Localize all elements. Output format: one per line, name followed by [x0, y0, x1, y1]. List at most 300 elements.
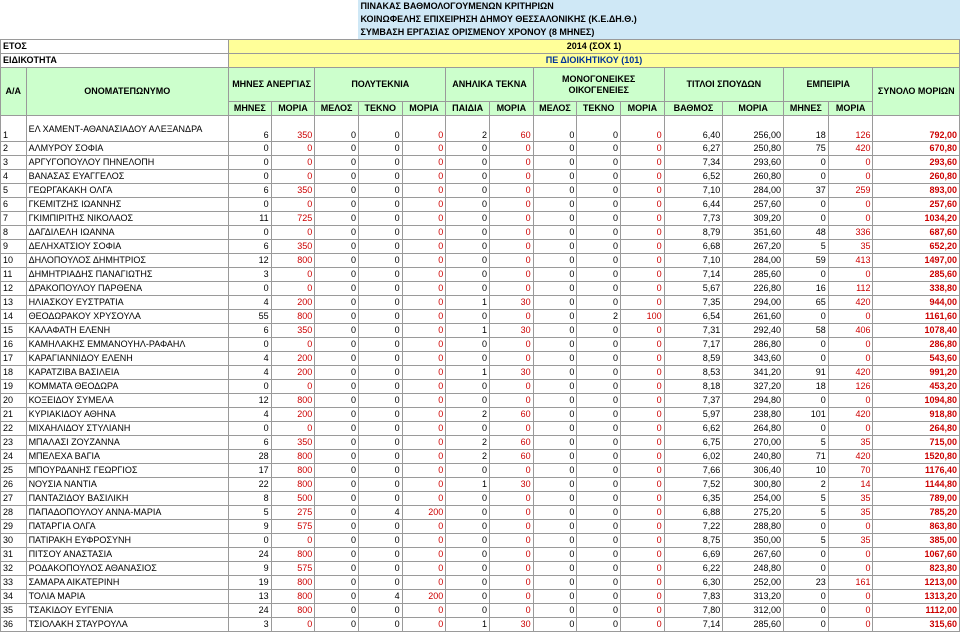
row-value: 0 [783, 212, 828, 226]
row-value: 800 [271, 450, 315, 464]
row-value: 0 [533, 562, 577, 576]
header-total: ΣΥΝΟΛΟ ΜΟΡΙΩΝ [873, 68, 960, 116]
row-value: 5 [783, 492, 828, 506]
row-value: 30 [489, 478, 533, 492]
row-value: 7,14 [664, 618, 723, 632]
row-value: 2 [446, 450, 490, 464]
row-total: 1313,20 [873, 590, 960, 604]
row-value: 309,20 [723, 212, 784, 226]
row-value: 0 [315, 576, 359, 590]
row-name: ΓΚΙΜΠΙΡΙΤΗΣ ΝΙΚΟΛΑΟΣ [26, 212, 228, 226]
row-name: ΠΑΝΤΑΖΙΔΟΥ ΒΑΣΙΛΙΚΗ [26, 492, 228, 506]
row-value: 0 [358, 618, 402, 632]
row-name: ΑΡΓΥΓΟΠΟΥΛΟΥ ΠΗΝΕΛΟΠΗ [26, 156, 228, 170]
year-value: 2014 (ΣΟΧ 1) [229, 40, 960, 54]
row-value: 800 [271, 604, 315, 618]
row-total: 293,60 [873, 156, 960, 170]
row-value: 8,53 [664, 366, 723, 380]
row-value: 0 [533, 268, 577, 282]
row-value: 0 [358, 268, 402, 282]
row-value: 350,00 [723, 534, 784, 548]
row-value: 0 [533, 240, 577, 254]
table-row [1, 254, 960, 268]
row-value: 6,27 [664, 142, 723, 156]
row-value: 0 [402, 226, 446, 240]
row-value: 285,60 [723, 268, 784, 282]
row-value: 0 [229, 282, 272, 296]
row-value: 0 [577, 184, 621, 198]
row-value: 1 [446, 366, 490, 380]
row-value: 0 [621, 226, 665, 240]
row-value: 0 [271, 338, 315, 352]
row-value: 24 [229, 604, 272, 618]
subheader: ΜΕΛΟΣ [315, 102, 359, 116]
table-row [1, 450, 960, 464]
row-value: 284,00 [723, 184, 784, 198]
row-value: 0 [621, 380, 665, 394]
row-value: 0 [533, 282, 577, 296]
table-row [1, 380, 960, 394]
row-value: 0 [489, 352, 533, 366]
row-value: 0 [446, 492, 490, 506]
subheader: ΜΟΡΙΑ [489, 102, 533, 116]
row-value: 0 [402, 604, 446, 618]
row-value: 0 [402, 548, 446, 562]
row-number: 21 [1, 408, 27, 422]
row-value: 0 [358, 282, 402, 296]
row-value: 60 [489, 436, 533, 450]
row-value: 0 [271, 268, 315, 282]
row-value: 725 [271, 212, 315, 226]
row-value: 9 [229, 562, 272, 576]
row-name: ΔΕΛΗΧΑΤΣΙΟΥ ΣΟΦΙΑ [26, 240, 228, 254]
subheader: ΜΟΡΙΑ [621, 102, 665, 116]
row-value: 0 [533, 618, 577, 632]
row-value: 0 [783, 156, 828, 170]
row-value: 0 [402, 534, 446, 548]
row-value: 7,17 [664, 338, 723, 352]
row-name: ΒΑΝΑΣΑΣ ΕΥΑΓΓΕΛΟΣ [26, 170, 228, 184]
row-number: 26 [1, 478, 27, 492]
row-number: 10 [1, 254, 27, 268]
row-value: 0 [402, 240, 446, 254]
row-value: 240,80 [723, 450, 784, 464]
row-value: 406 [828, 324, 873, 338]
row-value: 0 [533, 212, 577, 226]
row-value: 24 [229, 548, 272, 562]
row-value: 0 [402, 478, 446, 492]
row-value: 6,69 [664, 548, 723, 562]
row-value: 0 [402, 212, 446, 226]
row-value: 5,67 [664, 282, 723, 296]
row-value: 0 [315, 450, 359, 464]
row-value: 4 [229, 352, 272, 366]
row-value: 0 [402, 282, 446, 296]
row-value: 0 [783, 520, 828, 534]
row-total: 918,80 [873, 408, 960, 422]
row-value: 0 [533, 450, 577, 464]
row-name: ΜΠΟΥΡΔΑΝΗΣ ΓΕΩΡΓΙΟΣ [26, 464, 228, 478]
row-value: 0 [533, 116, 577, 142]
row-value: 7,35 [664, 296, 723, 310]
row-value: 0 [229, 198, 272, 212]
row-value: 0 [533, 590, 577, 604]
title-line-1: ΠΙΝΑΚΑΣ ΒΑΘΜΟΛΟΓΟΥΜΕΝΩΝ ΚΡΙΤΗΡΙΩΝ [358, 0, 959, 13]
row-name: ΚΟΞΕΙΔΟΥ ΣΥΜΕΛΑ [26, 394, 228, 408]
row-value: 0 [621, 506, 665, 520]
row-number: 7 [1, 212, 27, 226]
row-value: 0 [315, 590, 359, 604]
row-value: 7,31 [664, 324, 723, 338]
row-number: 5 [1, 184, 27, 198]
row-value: 294,00 [723, 296, 784, 310]
row-value: 0 [402, 268, 446, 282]
row-value: 2 [783, 478, 828, 492]
row-value: 0 [229, 170, 272, 184]
row-value: 0 [621, 212, 665, 226]
table-row [1, 296, 960, 310]
row-value: 0 [402, 520, 446, 534]
table-row [1, 604, 960, 618]
row-value: 200 [271, 366, 315, 380]
row-value: 0 [577, 198, 621, 212]
subheader: ΠΑΙΔΙΑ [446, 102, 490, 116]
row-value: 70 [828, 464, 873, 478]
row-number: 27 [1, 492, 27, 506]
row-value: 252,00 [723, 576, 784, 590]
row-value: 288,80 [723, 520, 784, 534]
subheader: ΜΟΡΙΑ [402, 102, 446, 116]
row-value: 0 [621, 436, 665, 450]
row-name: ΠΑΠΑΔΟΠΟΥΛΟΥ ΑΝΝΑ-ΜΑΡΙΑ [26, 506, 228, 520]
row-value: 1 [446, 478, 490, 492]
row-value: 257,60 [723, 198, 784, 212]
row-value: 0 [577, 226, 621, 240]
row-value: 0 [577, 394, 621, 408]
row-number: 2 [1, 142, 27, 156]
table-row [1, 366, 960, 380]
row-value: 6,68 [664, 240, 723, 254]
row-value: 5 [783, 534, 828, 548]
row-value: 575 [271, 562, 315, 576]
row-value: 0 [621, 408, 665, 422]
header-polyteknia: ΠΟΛΥΤΕΚΝΙΑ [315, 68, 446, 102]
row-value: 30 [489, 296, 533, 310]
row-value: 4 [229, 366, 272, 380]
row-number: 18 [1, 366, 27, 380]
row-value: 4 [358, 590, 402, 604]
row-value: 6,52 [664, 170, 723, 184]
row-total: 1161,60 [873, 310, 960, 324]
row-value: 0 [315, 156, 359, 170]
row-value: 6 [229, 116, 272, 142]
row-value: 0 [358, 394, 402, 408]
row-name: ΠΙΤΣΟΥ ΑΝΑΣΤΑΣΙΑ [26, 548, 228, 562]
row-number: 13 [1, 296, 27, 310]
row-value: 0 [577, 422, 621, 436]
row-value: 341,20 [723, 366, 784, 380]
row-value: 35 [828, 534, 873, 548]
row-value: 0 [315, 464, 359, 478]
row-value: 0 [402, 198, 446, 212]
table-row [1, 394, 960, 408]
row-value: 0 [828, 212, 873, 226]
row-value: 0 [402, 366, 446, 380]
row-number: 8 [1, 226, 27, 240]
row-value: 0 [446, 534, 490, 548]
row-name: ΚΑΛΑΦΑΤΗ ΕΛΕΝΗ [26, 324, 228, 338]
row-value: 0 [229, 142, 272, 156]
table-row [1, 590, 960, 604]
row-value: 0 [783, 422, 828, 436]
row-value: 6 [229, 324, 272, 338]
row-value: 0 [621, 296, 665, 310]
row-name: ΗΛΙΑΣΚΟΥ ΕΥΣΤΡΑΤΙΑ [26, 296, 228, 310]
table-row [1, 520, 960, 534]
subheader: ΜΗΝΕΣ [229, 102, 272, 116]
row-value: 0 [577, 562, 621, 576]
row-value: 0 [577, 254, 621, 268]
row-value: 286,80 [723, 338, 784, 352]
subheader: ΜΗΝΕΣ [783, 102, 828, 116]
row-number: 32 [1, 562, 27, 576]
row-value: 306,40 [723, 464, 784, 478]
row-name: ΣΑΜΑΡΑ ΑΙΚΑΤΕΡΙΝΗ [26, 576, 228, 590]
row-total: 670,80 [873, 142, 960, 156]
row-value: 6,02 [664, 450, 723, 464]
row-value: 0 [577, 142, 621, 156]
row-value: 800 [271, 310, 315, 324]
row-value: 35 [828, 436, 873, 450]
row-value: 0 [402, 352, 446, 366]
header-single-parent: ΜΟΝΟΓΟΝΕΙΚΕΣ ΟΙΚΟΓΕΝΕΙΕΣ [533, 68, 664, 102]
table-row [1, 212, 960, 226]
table-row [1, 534, 960, 548]
row-value: 0 [577, 548, 621, 562]
row-value: 0 [621, 478, 665, 492]
row-value: 0 [533, 142, 577, 156]
row-value: 0 [402, 324, 446, 338]
row-value: 0 [446, 254, 490, 268]
row-value: 0 [446, 464, 490, 478]
row-value: 0 [783, 562, 828, 576]
row-number: 25 [1, 464, 27, 478]
row-value: 0 [828, 268, 873, 282]
row-total: 1520,80 [873, 450, 960, 464]
row-value: 0 [402, 576, 446, 590]
row-total: 789,00 [873, 492, 960, 506]
row-value: 0 [577, 296, 621, 310]
row-number: 35 [1, 604, 27, 618]
row-total: 1067,60 [873, 548, 960, 562]
row-value: 0 [489, 394, 533, 408]
header-aa: Α/Α [1, 68, 27, 116]
row-total: 944,00 [873, 296, 960, 310]
row-value: 0 [621, 604, 665, 618]
row-value: 0 [533, 478, 577, 492]
row-value: 7,83 [664, 590, 723, 604]
row-name: ΤΣΙΟΛΑΚΗ ΣΤΑΥΡΟΥΛΑ [26, 618, 228, 632]
row-value: 0 [271, 380, 315, 394]
row-value: 0 [533, 408, 577, 422]
row-value: 126 [828, 380, 873, 394]
row-value: 28 [229, 450, 272, 464]
row-value: 275 [271, 506, 315, 520]
row-value: 0 [271, 142, 315, 156]
table-row [1, 226, 960, 240]
row-value: 0 [229, 226, 272, 240]
row-value: 343,60 [723, 352, 784, 366]
row-value: 0 [533, 324, 577, 338]
row-number: 22 [1, 422, 27, 436]
row-value: 0 [315, 520, 359, 534]
row-value: 0 [621, 352, 665, 366]
row-value: 19 [229, 576, 272, 590]
row-value: 7,10 [664, 184, 723, 198]
row-total: 1497,00 [873, 254, 960, 268]
subheader: ΒΑΘΜΟΣ [664, 102, 723, 116]
row-value: 350 [271, 116, 315, 142]
row-value: 0 [446, 520, 490, 534]
table-row [1, 618, 960, 632]
row-value: 0 [402, 184, 446, 198]
row-value: 37 [783, 184, 828, 198]
row-value: 0 [315, 184, 359, 198]
row-value: 0 [577, 324, 621, 338]
row-value: 0 [533, 520, 577, 534]
row-value: 0 [577, 240, 621, 254]
row-value: 0 [358, 562, 402, 576]
row-value: 2 [446, 408, 490, 422]
row-value: 0 [489, 156, 533, 170]
row-value: 0 [577, 604, 621, 618]
row-value: 14 [828, 478, 873, 492]
row-value: 0 [315, 226, 359, 240]
row-number: 23 [1, 436, 27, 450]
row-value: 0 [446, 310, 490, 324]
row-value: 350 [271, 436, 315, 450]
row-value: 13 [229, 590, 272, 604]
row-total: 264,80 [873, 422, 960, 436]
row-value: 0 [402, 170, 446, 184]
row-value: 7,80 [664, 604, 723, 618]
row-number: 1 [1, 116, 27, 142]
header-degrees: ΤΙΤΛΟΙ ΣΠΟΥΔΩΝ [664, 68, 783, 102]
row-value: 5 [783, 240, 828, 254]
row-value: 0 [533, 436, 577, 450]
row-value: 0 [358, 352, 402, 366]
row-value: 0 [621, 422, 665, 436]
row-name: ΚΥΡΙΑΚΙΔΟΥ ΑΘΗΝΑ [26, 408, 228, 422]
row-value: 0 [621, 254, 665, 268]
row-value: 0 [489, 492, 533, 506]
row-value: 0 [533, 170, 577, 184]
table-row [1, 338, 960, 352]
row-value: 1 [446, 296, 490, 310]
row-value: 0 [446, 352, 490, 366]
row-value: 0 [621, 464, 665, 478]
row-value: 0 [358, 310, 402, 324]
row-value: 0 [315, 436, 359, 450]
row-value: 2 [446, 436, 490, 450]
row-total: 1144,80 [873, 478, 960, 492]
row-value: 6,54 [664, 310, 723, 324]
row-value: 0 [489, 254, 533, 268]
row-total: 286,80 [873, 338, 960, 352]
table-row [1, 422, 960, 436]
row-number: 16 [1, 338, 27, 352]
row-value: 0 [446, 282, 490, 296]
row-total: 652,20 [873, 240, 960, 254]
row-value: 10 [783, 464, 828, 478]
row-name: ΡΟΔΑΚΟΠΟΥΛΟΣ ΑΘΑΝΑΣΙΟΣ [26, 562, 228, 576]
row-value: 0 [446, 604, 490, 618]
row-value: 58 [783, 324, 828, 338]
row-name: ΜΠΕΛΕΧΑ ΒΑΓΙΑ [26, 450, 228, 464]
row-value: 35 [828, 240, 873, 254]
row-value: 0 [315, 324, 359, 338]
header-name: ΟΝΟΜΑΤΕΠΩΝΥΜΟ [26, 68, 228, 116]
row-value: 0 [402, 296, 446, 310]
row-name: ΓΕΩΡΓΑΚΑΚΗ ΟΛΓΑ [26, 184, 228, 198]
row-value: 0 [446, 268, 490, 282]
row-total: 991,20 [873, 366, 960, 380]
row-value: 800 [271, 576, 315, 590]
table-row [1, 436, 960, 450]
row-value: 800 [271, 254, 315, 268]
table-row [1, 324, 960, 338]
row-value: 0 [533, 422, 577, 436]
row-value: 0 [315, 240, 359, 254]
row-value: 0 [446, 156, 490, 170]
row-value: 0 [783, 268, 828, 282]
row-value: 0 [358, 366, 402, 380]
row-value: 0 [315, 310, 359, 324]
row-value: 9 [229, 520, 272, 534]
title-line-3: ΣΥΜΒΑΣΗ ΕΡΓΑΣΙΑΣ ΟΡΙΣΜΕΝΟΥ ΧΡΟΝΟΥ (8 ΜΗΝΕΣ) [358, 26, 959, 40]
row-value: 0 [621, 576, 665, 590]
row-value: 0 [783, 548, 828, 562]
row-number: 24 [1, 450, 27, 464]
row-value: 0 [621, 198, 665, 212]
row-value: 0 [315, 212, 359, 226]
row-value: 60 [489, 408, 533, 422]
row-value: 0 [446, 562, 490, 576]
row-value: 0 [315, 142, 359, 156]
row-value: 0 [446, 240, 490, 254]
row-value: 200 [271, 408, 315, 422]
row-value: 0 [783, 352, 828, 366]
row-value: 16 [783, 282, 828, 296]
row-value: 0 [828, 170, 873, 184]
row-value: 312,00 [723, 604, 784, 618]
row-value: 0 [533, 604, 577, 618]
row-number: 29 [1, 520, 27, 534]
row-value: 0 [533, 492, 577, 506]
row-value: 60 [489, 116, 533, 142]
row-value: 0 [489, 422, 533, 436]
row-value: 100 [621, 310, 665, 324]
row-total: 1213,00 [873, 576, 960, 590]
row-value: 0 [577, 338, 621, 352]
row-value: 200 [271, 352, 315, 366]
row-value: 0 [489, 310, 533, 324]
row-value: 0 [828, 520, 873, 534]
row-value: 0 [621, 534, 665, 548]
specialty-label: ΕΙΔΙΚΟΤΗΤΑ [1, 54, 229, 68]
row-value: 0 [315, 170, 359, 184]
row-value: 0 [533, 464, 577, 478]
